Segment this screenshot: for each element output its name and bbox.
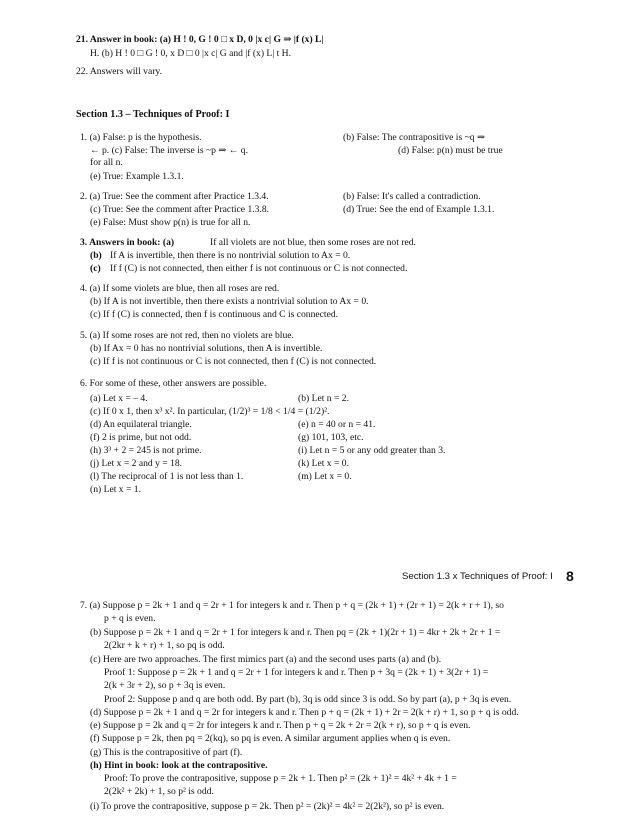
problem-3-a: If all violets are not blue, then some roses are not red.: [210, 237, 416, 248]
problem-6-item-right: (g) 101, 103, etc.: [298, 432, 364, 443]
problem-7-line: (b) Suppose p = 2k + 1 and q = 2r + 1 for integers k and r. Then pq = (2k + 1)(2r + 1) = 4kr + 2k + 2r + 1 =: [90, 627, 501, 638]
problem-2-c: (c) True: See the comment after Practice 1.3.8.: [90, 204, 270, 215]
running-head: Section 1.3 x Techniques of Proof: I: [402, 571, 553, 582]
section-title: Section 1.3 – Techniques of Proof: I: [76, 109, 230, 120]
problem-7-line: Proof 2: Suppose p and q are both odd. By part (b), 3q is odd since 3 is odd. So by part (a), p + 3q is even.: [104, 694, 512, 705]
problem-5-c: (c) If f is not continuous or C is not connected, then f (C) is not connected.: [90, 356, 377, 367]
problem-2-d: (d) True: See the end of Example 1.3.1.: [343, 204, 495, 215]
problem-3-b-label: (b): [90, 250, 102, 261]
problem-1-a: 1. (a) False: p is the hypothesis.: [80, 132, 202, 143]
problem-6-item-right: (b) Let n = 2.: [298, 393, 349, 404]
problem-6-item-left: (a) Let x = – 4.: [90, 393, 148, 404]
problem-6-intro: 6. For some of these, other answers are possible.: [80, 378, 267, 389]
problem-2-e: (e) False: Must show p(n) is true for all n.: [90, 217, 251, 228]
problem-7-line: (g) This is the contrapositive of part (f).: [90, 747, 243, 758]
problem-6-item-left: (c) If 0 x 1, then x³ x². In particular, (1/2)³ = 1/8 < 1/4 = (1/2)².: [90, 406, 330, 417]
problem-6-item-right: (e) n = 40 or n = 41.: [298, 419, 376, 430]
problem-7-line: Proof 1: Suppose p = 2k + 1 and q = 2r + 1 for integers k and r. Then p + 3q = (2k + 1) + 3(2r + 1) =: [104, 667, 489, 678]
problem-1-d: (d) False: p(n) must be true: [398, 145, 503, 156]
problem-7-line: 2(2kr + k + r) + 1, so pq is odd.: [104, 640, 225, 651]
problem-3-c-label: (c): [90, 263, 101, 274]
problem-6-item-left: (f) 2 is prime, but not odd.: [90, 432, 192, 443]
problem-6-item-left: (h) 3³ + 2 = 245 is not prime.: [90, 445, 202, 456]
problem-6-item-left: (n) Let x = 1.: [90, 484, 141, 495]
problem-3-label: 3. Answers in book: (a): [80, 237, 175, 248]
problem-1-b: (b) False: The contrapositive is ~q ⇒: [343, 132, 486, 143]
problem-7-line: 2(k + 3r + 2), so p + 3q is even.: [104, 680, 226, 691]
problem-7-line: (e) Suppose p = 2k and q = 2r for integers k and r. Then p + q = 2k + 2r = 2(k + r), so p + q is even.: [90, 720, 471, 731]
problem-7-line: (f) Suppose p = 2k, then pq = 2(kq), so pq is even. A similar argument applies when q is even.: [90, 733, 451, 744]
problem-1-c: ← p. (c) False: The inverse is ~p ⇒ ← q.: [90, 145, 248, 156]
problem-4-a: 4. (a) If some violets are blue, then all roses are red.: [80, 283, 280, 294]
answer-21-line-2: H. (b) H ! 0 □ G ! 0, x D □ 0 |x c| G and |f (x) L| t H.: [90, 48, 291, 59]
problem-6-item-right: (k) Let x = 0.: [298, 458, 349, 469]
problem-7-line: 7. (a) Suppose p = 2k + 1 and q = 2r + 1 for integers k and r. Then p + q = (2k + 1) + (2r + 1) = 2(k + r + 1), so: [80, 600, 504, 611]
problem-7-line: (d) Suppose p = 2k + 1 and q = 2r for integers k and r. Then p + q = (2k + 1) + 2r = 2(k + r) + 1, so p + q is odd.: [90, 707, 519, 718]
problem-1-d-cont: for all n.: [90, 157, 123, 168]
problem-6-item-left: (l) The reciprocal of 1 is not less than 1.: [90, 471, 244, 482]
problem-6-item-right: (m) Let x = 0.: [298, 471, 352, 482]
problem-2-a: 2. (a) True: See the comment after Practice 1.3.4.: [80, 191, 269, 202]
problem-1-e: (e) True: Example 1.3.1.: [90, 171, 184, 182]
problem-3-b: If A is invertible, then there is no nontrivial solution to Ax = 0.: [110, 250, 351, 261]
problem-6-item-left: (j) Let x = 2 and y = 18.: [90, 458, 183, 469]
problem-2-b: (b) False: It's called a contradiction.: [343, 191, 481, 202]
page-number: 8: [566, 568, 574, 584]
problem-5-b: (b) If Ax = 0 has no nontrivial solutions, then A is invertible.: [90, 343, 323, 354]
answer-21-line-1: 21. Answer in book: (a) H ! 0, G ! 0 □ x D, 0 |x c| G ⇒ |f (x) L|: [76, 34, 324, 45]
problem-5-a: 5. (a) If some roses are not red, then no violets are blue.: [80, 330, 294, 341]
problem-7-line: (i) To prove the contrapositive, suppose p = 2k. Then p² = (2k)² = 4k² = 2(2k²), so p² is even.: [90, 801, 445, 812]
problem-3-c: If f (C) is not connected, then either f is not continuous or C is not connected.: [110, 263, 408, 274]
problem-7-line: (c) Here are two approaches. The first mimics part (a) and the second uses parts (a) and (b).: [90, 654, 442, 665]
problem-6-item-left: (d) An equilateral triangle.: [90, 419, 192, 430]
problem-7-line: 2(2k² + 2k) + 1, so p² is odd.: [104, 786, 214, 797]
problem-7-line: Proof: To prove the contrapositive, suppose p = 2k + 1. Then p² = (2k + 1)² = 4k² + 4k + 1 =: [104, 773, 457, 784]
problem-4-c: (c) If f (C) is connected, then f is continuous and C is connected.: [90, 309, 339, 320]
problem-6-item-right: (i) Let n = 5 or any odd greater than 3.: [298, 445, 446, 456]
problem-7-line: (h) Hint in book: look at the contrapositive.: [90, 760, 268, 771]
problem-7-line: p + q is even.: [104, 613, 156, 624]
problem-4-b: (b) If A is not invertible, then there exists a nontrivial solution to Ax = 0.: [90, 296, 369, 307]
answer-22: 22. Answers will vary.: [76, 66, 162, 77]
